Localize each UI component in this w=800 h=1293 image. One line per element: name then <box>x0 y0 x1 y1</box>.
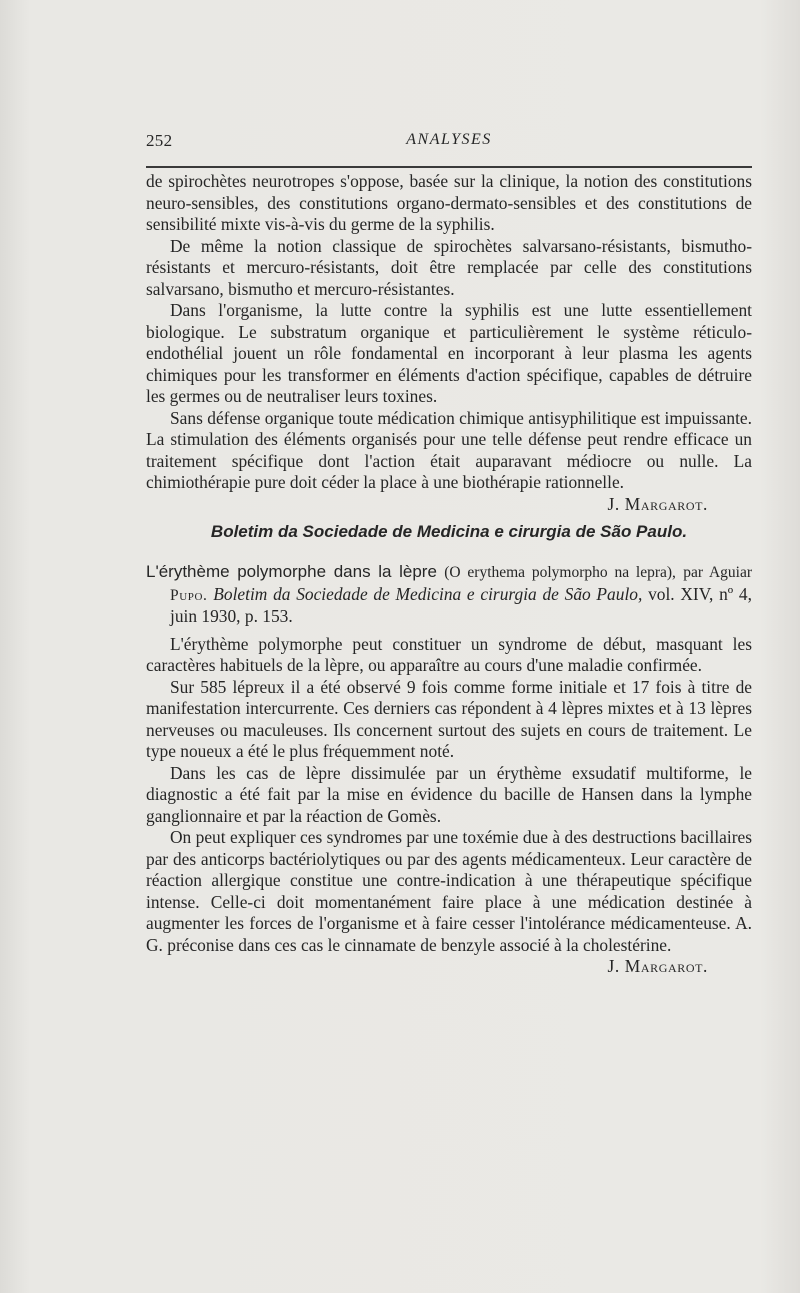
article2-citation: vol. XIV, nº 4, juin 1930, p. 153. <box>170 583 752 626</box>
article2-author: Pupo. <box>170 586 208 604</box>
article1-paragraph-4 <box>146 407 752 514</box>
section-heading: Boletim da Sociedade de Medicina e cirurgia de São Paulo. <box>210 521 688 541</box>
header-rule <box>146 166 752 168</box>
article2-paragraph-3: Dans les cas de lèpre dissimulée par un érythème exsudatif multiforme, le diagnostic a été fait par la mise en évidence du bacille de Hansen dans la lymphe ganglionnaire et par la réaction de Gomès. <box>146 762 752 826</box>
article2-reference <box>146 561 752 628</box>
article2-par: par Aguiar <box>683 564 753 581</box>
article2-journal: Boletim da Sociedade de Medicina e cirurgia de São Paulo, <box>213 583 643 604</box>
spacer <box>146 542 752 561</box>
article1-paragraph-3: Dans l'organisme, la lutte contre la syphilis est une lutte essentiellement biologique. Le substratum organique et particulièrement le système réticulo-endothélial jouent un rôle fondamental en incorporant à leur plasma les agents chimiques pour les transformer en éléments d'action spécifique, capables de détruire les germes ou de neutraliser leurs toxines. <box>146 300 752 406</box>
article2-paragraph-4 <box>146 827 752 976</box>
page-header <box>146 131 752 155</box>
article2-paragraph-1: L'érythème polymorphe peut constituer un syndrome de début, masquant les caractères habituels de la lèpre, ou apparaître au cours d'une maladie confirmée. <box>146 633 752 675</box>
article1-signature: J. Margarot. <box>607 493 708 514</box>
running-head: ANALYSES <box>406 131 492 148</box>
article1-paragraph-4-text: Sans défense organique toute médication chimique antisyphilitique est impuissante. La stimulation des éléments organisés pour une telle défense peut rendre efficace un traitement spécifique dont l'action était auparavant médiocre ou nulle. La chimiothérapie pure doit céder la place à une biothérapie rationnelle. <box>146 407 752 492</box>
article2-signature: J. Margarot. <box>607 956 708 976</box>
article2-title-paren: (O erythema polymorpho na lepra), <box>444 564 676 581</box>
article1-paragraph-2: De même la notion classique de spirochètes salvarsano-résistants, bismutho-résistants et mercuro-résistants, doit être remplacée par celle des constitutions salvarsano, bismutho et mercuro-résistantes. <box>146 235 752 299</box>
body-text <box>146 171 752 978</box>
article2-paragraph-2: Sur 585 lépreux il a été observé 9 fois comme forme initiale et 17 fois à titre de manifestation intercurrente. Ces derniers cas répondent à 4 lèpres mixtes et à 13 lèpres nerveuses ou maculeuses. Ils concernent surtout des sujets en cours de traitement. Le type noueux a été le plus fréquemment noté. <box>146 676 752 761</box>
page-number: 252 <box>146 131 173 150</box>
article2-paragraph-4-text: On peut expliquer ces syndromes par une toxémie due à des destructions bacillaires par des anticorps bactériolytiques ou par des agents médicamenteux. Leur caractère de réaction allergique constitue une contre-indication à une thérapeutique spécifique intense. Celle-ci doit momentanément faire place à une médication destinée à augmenter les forces de l'organisme et à faire cesser l'intolérance médicamenteuse. A. G. préconise dans ces cas le cinnamate de benzyle associé à la cholestérine. <box>146 827 752 955</box>
article1-paragraph-1: de spirochètes neurotropes s'oppose, basée sur la clinique, la notion des constitutions neuro-sensibles, des constitutions organo-dermato-sensibles et des constitutions de sensibilité mixte vis-à-vis du germe de la syphilis. <box>146 171 752 234</box>
article2-title: L'érythème polymorphe dans la lèpre <box>146 562 437 581</box>
